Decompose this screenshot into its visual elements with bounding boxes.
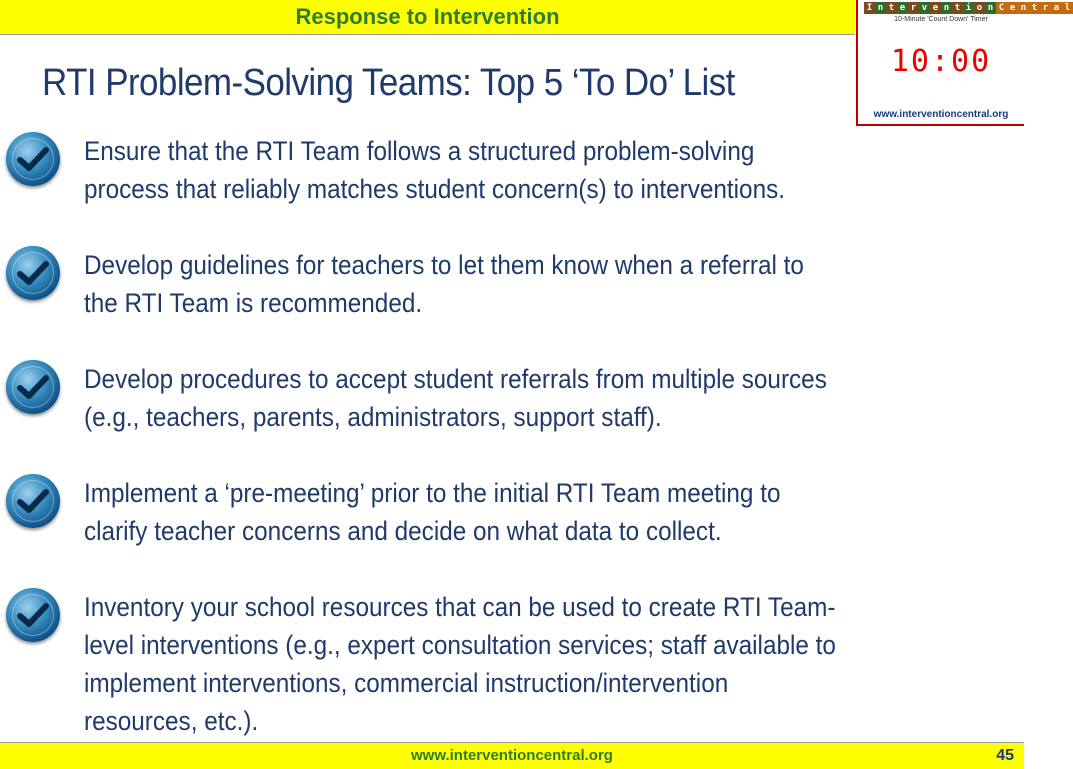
timer-brand-letter: t (952, 2, 963, 14)
timer-brand-letter: r (1040, 2, 1051, 14)
timer-brand-letter: t (886, 2, 897, 14)
timer-brand-letter: i (963, 2, 974, 14)
countdown-timer-widget (856, 0, 1071, 126)
timer-brand-letter: I (864, 2, 875, 14)
timer-brand-letter: e (930, 2, 941, 14)
timer-brand-letter: r (908, 2, 919, 14)
timer-brand-letter: t (1029, 2, 1040, 14)
timer-brand-letter: C (996, 2, 1007, 14)
checkmark-icon (6, 132, 60, 186)
timer-brand-letter: e (1007, 2, 1018, 14)
list-item-text: Ensure that the RTI Team follows a structured problem-solving process that reliably matches student concern(s) to interventions. (84, 136, 785, 204)
slide-title: RTI Problem-Solving Teams: Top 5 ‘To Do’ List (42, 62, 735, 104)
timer-subtitle: 10-Minute 'Count Down' Timer (894, 16, 988, 23)
timer-brand-logo (864, 2, 1073, 14)
timer-brand-letter: n (875, 2, 886, 14)
checkmark-icon (6, 474, 60, 528)
timer-brand-letter: l (1062, 2, 1073, 14)
page-number: 45 (996, 747, 1014, 764)
header-title: Response to Intervention (295, 4, 560, 29)
timer-brand-letter: n (985, 2, 996, 14)
header-bar (0, 0, 855, 35)
footer-url[interactable]: www.interventioncentral.org (411, 747, 613, 764)
checkmark-icon (6, 246, 60, 300)
timer-brand-letter: n (1018, 2, 1029, 14)
list-item-text: Inventory your school resources that can be used to create RTI Team-level interventions (e.g., expert consultation services; staff available to implement interventions, commercial instruction/intervention resources, etc.). (84, 592, 836, 736)
timer-brand-letter: n (941, 2, 952, 14)
checkmark-icon (6, 360, 60, 414)
timer-url: www.interventioncentral.org (873, 109, 1009, 120)
timer-brand-letter: o (974, 2, 985, 14)
timer-brand-letter: e (897, 2, 908, 14)
list-item-text: Develop guidelines for teachers to let them know when a referral to the RTI Team is recommended. (84, 250, 804, 318)
footer-bar (0, 742, 1024, 769)
timer-brand-letter: v (919, 2, 930, 14)
timer-brand-letter: a (1051, 2, 1062, 14)
checkmark-icon (6, 588, 60, 642)
list-item-text: Develop procedures to accept student referrals from multiple sources (e.g., teachers, parents, administrators, support staff). (84, 364, 827, 432)
list-item-text: Implement a ‘pre-meeting’ prior to the initial RTI Team meeting to clarify teacher concerns and decide on what data to collect. (84, 478, 781, 546)
timer-clock: 10:00 (890, 44, 992, 79)
